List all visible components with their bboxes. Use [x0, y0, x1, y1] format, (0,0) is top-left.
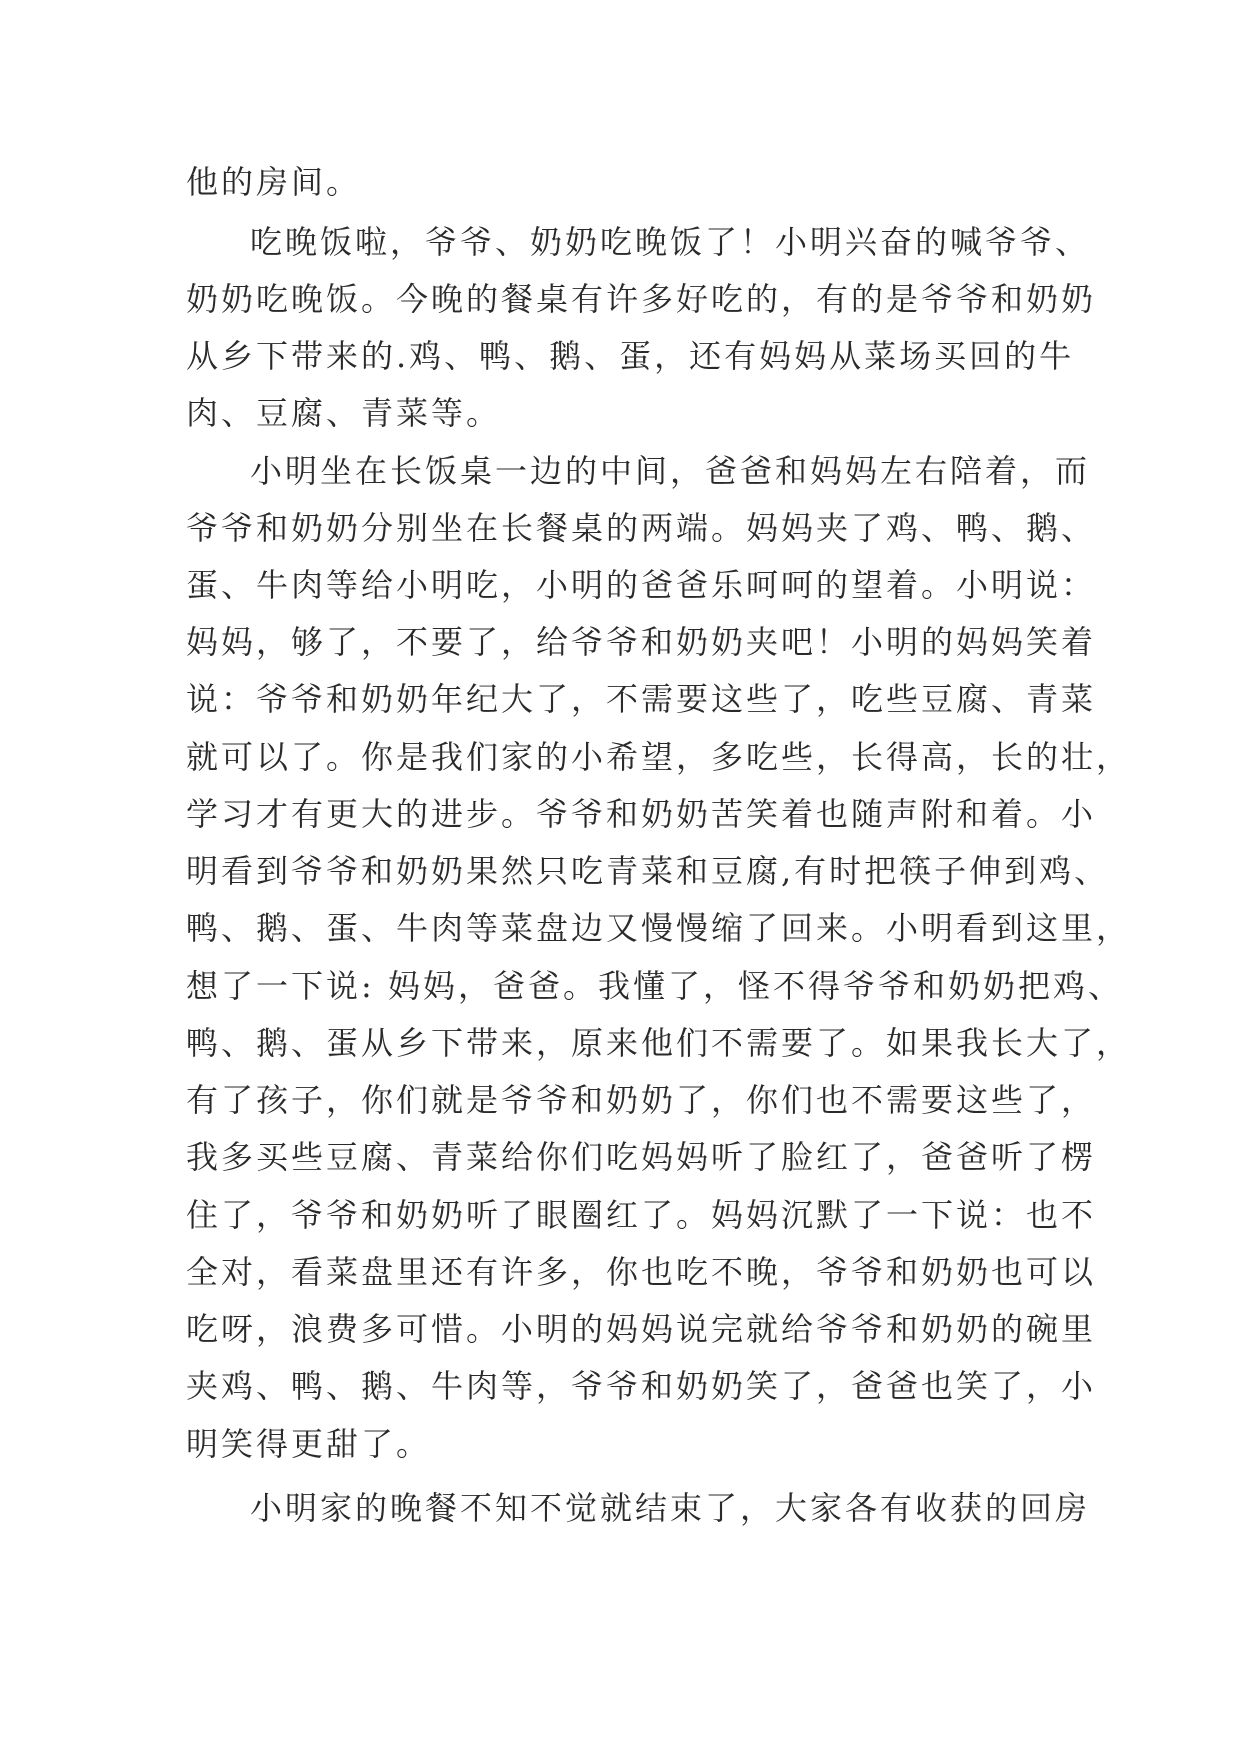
- text-line: 想了一下说: 妈妈，爸爸。我懂了，怪不得爷爷和奶奶把鸡、: [186, 967, 1123, 1005]
- text-line: 蛋、牛肉等给小明吃，小明的爸爸乐呵呵的望着。小明说：: [186, 566, 1097, 604]
- paragraph-start-line: 吃晚饭啦，爷爷、奶奶吃晚饭了！小明兴奋的喊爷爷、: [250, 223, 1091, 261]
- text-line: 我多买些豆腐、青菜给你们吃妈妈听了脸红了，爸爸听了楞: [186, 1138, 1097, 1176]
- text-line: 夹鸡、鸭、鹅、牛肉等，爷爷和奶奶笑了，爸爸也笑了，小: [186, 1367, 1097, 1405]
- text-line: 鸭、鹅、蛋、牛肉等菜盘边又慢慢缩了回来。小明看到这里，: [186, 909, 1132, 947]
- text-line: 住了，爷爷和奶奶听了眼圈红了。妈妈沉默了一下说：也不: [186, 1196, 1097, 1234]
- text-line: 从乡下带来的.鸡、鸭、鹅、蛋，还有妈妈从菜场买回的牛: [186, 337, 1075, 375]
- text-line: 明看到爷爷和奶奶果然只吃青菜和豆腐,有时把筷子伸到鸡、: [186, 852, 1110, 890]
- text-line: 说：爷爷和奶奶年纪大了，不需要这些了，吃些豆腐、青菜: [186, 680, 1097, 718]
- text-line: 学习才有更大的进步。爷爷和奶奶苦笑着也随声附和着。小: [186, 795, 1097, 833]
- text-line: 有了孩子，你们就是爷爷和奶奶了，你们也不需要这些了，: [186, 1081, 1097, 1119]
- text-line: 鸭、鹅、蛋从乡下带来，原来他们不需要了。如果我长大了，: [186, 1024, 1132, 1062]
- text-line: 奶奶吃晚饭。今晚的餐桌有许多好吃的，有的是爷爷和奶奶: [186, 280, 1097, 318]
- paragraph-start-line: 小明家的晚餐不知不觉就结束了，大家各有收获的回房: [250, 1489, 1091, 1527]
- text-line: 爷爷和奶奶分别坐在长餐桌的两端。妈妈夹了鸡、鸭、鹅、: [186, 509, 1097, 547]
- text-line: 妈妈，够了，不要了，给爷爷和奶奶夹吧！小明的妈妈笑着: [186, 623, 1097, 661]
- text-line: 吃呀，浪费多可惜。小明的妈妈说完就给爷爷和奶奶的碗里: [186, 1310, 1097, 1348]
- text-line: 肉、豆腐、青菜等。: [186, 394, 502, 432]
- text-line: 就可以了。你是我们家的小希望，多吃些，长得高，长的壮，: [186, 738, 1132, 776]
- paragraph-start-line: 小明坐在长饭桌一边的中间，爸爸和妈妈左右陪着，而: [250, 452, 1091, 490]
- text-line: 全对，看菜盘里还有许多，你也吃不晚，爷爷和奶奶也可以: [186, 1253, 1097, 1291]
- text-line: 他的房间。: [186, 163, 362, 201]
- text-line: 明笑得更甜了。: [186, 1425, 432, 1463]
